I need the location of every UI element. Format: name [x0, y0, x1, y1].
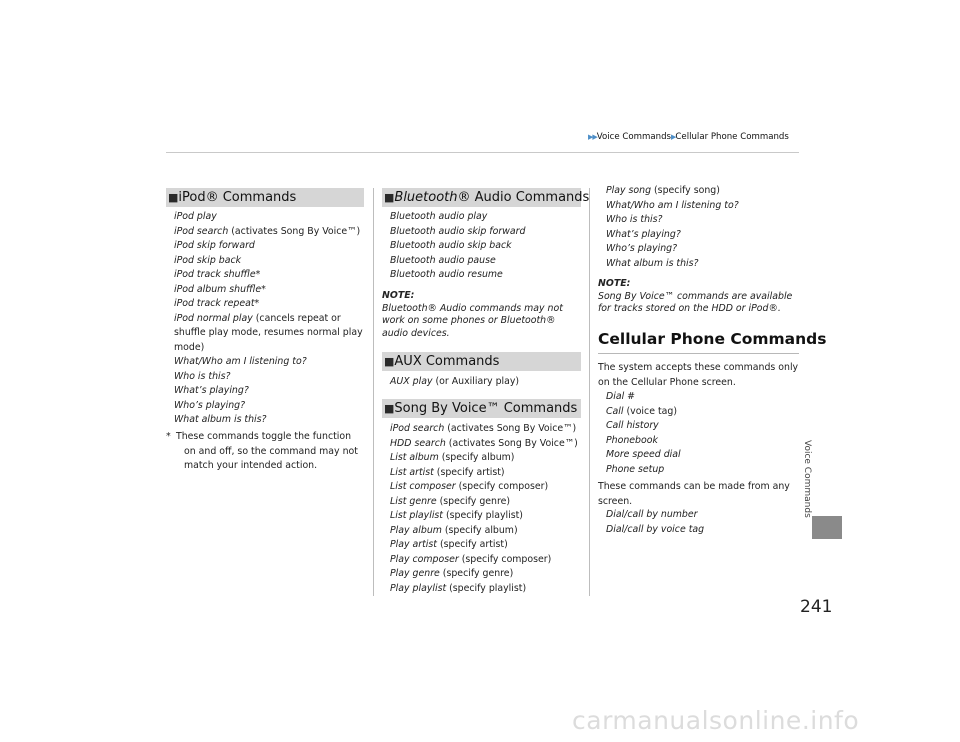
list-item: iPod skip forward [174, 240, 255, 251]
column-divider [589, 188, 590, 596]
note-line: work on some phones or Bluetooth® [382, 315, 556, 326]
note-line: audio devices. [382, 327, 450, 339]
list-item: Bluetooth audio skip forward [390, 225, 526, 237]
list-item: iPod track repeat* [174, 298, 260, 309]
list-item: What album is this? [174, 414, 267, 425]
header-rule [166, 152, 799, 153]
breadcrumb [588, 132, 789, 142]
header-bullet-icon: ■ [384, 402, 395, 415]
bluetooth-header-rest: ® Audio Commands [457, 190, 590, 205]
footnote-line: match your intended action. [184, 460, 318, 471]
songbyvoice-command-list-continued [606, 184, 739, 271]
songbyvoice-note [598, 278, 792, 316]
list-item: Bluetooth audio resume [390, 269, 503, 280]
list-item: mode) [174, 341, 205, 353]
aux-header-text: AUX Commands [394, 354, 500, 369]
list-item: What/Who am I listening to? [174, 356, 307, 367]
list-item: iPod track shuffle* [174, 269, 261, 280]
breadcrumb-level2: Cellular Phone Commands [675, 132, 789, 142]
list-item: Dial/call by number [606, 509, 698, 520]
cellular-intro [598, 361, 798, 390]
side-section-label: Voice Commands [802, 440, 812, 518]
paragraph-line: screen. [598, 495, 633, 507]
bluetooth-commands-header [382, 188, 590, 207]
list-item: iPod album shuffle* [174, 283, 266, 295]
aux-commands-header [382, 352, 581, 371]
header-bullet-icon: ■ [384, 355, 395, 368]
page-number: 241 [800, 597, 833, 617]
list-item: iPod skip back [174, 254, 242, 266]
bluetooth-header-italic: Bluetooth [394, 190, 458, 205]
ipod-commands-header [166, 188, 364, 207]
note-title: NOTE: [598, 278, 631, 289]
list-item: Play genre (specify genre) [390, 568, 514, 579]
list-item: Play album (specify album) [390, 524, 518, 536]
list-item: Who’s playing? [174, 399, 246, 411]
paragraph-line: These commands can be made from any [598, 481, 790, 492]
note-line: for tracks stored on the HDD or iPod®. [598, 303, 781, 314]
songbyvoice-header-text: Song By Voice™ Commands [394, 401, 578, 416]
list-item: List album (specify album) [390, 452, 515, 463]
list-item: What’s playing? [174, 385, 249, 396]
list-item: What’s playing? [606, 228, 681, 240]
list-item: List genre (specify genre) [390, 495, 511, 507]
bluetooth-note [382, 290, 563, 340]
section-title: Cellular Phone Commands [598, 330, 827, 348]
list-item: Who’s playing? [606, 243, 678, 254]
footnote-line: These commands toggle the function [176, 431, 352, 442]
ipod-header-text: iPod® Commands [178, 190, 297, 205]
footnote-mark: * [166, 431, 171, 442]
list-item: Play playlist (specify playlist) [390, 582, 527, 594]
cellular-command-list [606, 390, 681, 477]
column-divider [373, 188, 374, 596]
list-item: Phone setup [606, 463, 665, 475]
breadcrumb-arrow-icon: ▶ [671, 133, 676, 141]
list-item: Phonebook [606, 434, 658, 446]
list-item: HDD search (activates Song By Voice™) [390, 437, 578, 449]
list-item: Bluetooth audio play [390, 211, 488, 222]
note-line: Bluetooth® Audio commands may not [382, 302, 563, 314]
list-item: Bluetooth audio pause [390, 254, 496, 266]
list-item: Dial # [606, 391, 636, 402]
list-item: List composer (specify composer) [390, 481, 549, 492]
cellular-anyscreen-list [606, 508, 704, 537]
list-item: iPod normal play (cancels repeat or [174, 312, 341, 324]
breadcrumb-level1: Voice Commands [596, 132, 672, 142]
list-item: AUX play (or Auxiliary play) [390, 376, 520, 387]
list-item: iPod play [174, 211, 217, 222]
list-item: List artist (specify artist) [390, 466, 505, 478]
songbyvoice-commands-header [382, 399, 581, 418]
watermark: carmanualsonline.info [572, 706, 860, 735]
list-item: List playlist (specify playlist) [390, 510, 523, 521]
aux-command-list [390, 375, 519, 390]
list-item: What album is this? [606, 257, 699, 269]
breadcrumb-arrow-icon: ▶▶ [588, 133, 597, 141]
list-item: Play song (specify song) [606, 185, 720, 196]
list-item: More speed dial [606, 449, 681, 460]
paragraph-line: on the Cellular Phone screen. [598, 376, 736, 388]
list-item: iPod search (activates Song By Voice™) [390, 423, 577, 434]
note-line: Song By Voice™ commands are available [598, 290, 793, 302]
list-item: iPod search (activates Song By Voice™) [174, 225, 361, 237]
list-item: Who is this? [606, 214, 663, 225]
list-item: What/Who am I listening to? [606, 199, 739, 211]
ipod-command-list [174, 210, 363, 428]
cellular-outro [598, 480, 790, 509]
header-bullet-icon: ■ [168, 191, 179, 204]
list-item: Dial/call by voice tag [606, 523, 705, 535]
list-item: Who is this? [174, 370, 231, 382]
header-bullet-icon: ■ [384, 191, 395, 204]
list-item: shuffle play mode, resumes normal play [174, 327, 363, 338]
list-item: Bluetooth audio skip back [390, 240, 512, 251]
songbyvoice-command-list [390, 422, 578, 596]
section-title-rule [598, 353, 799, 354]
footnote [166, 430, 358, 474]
list-item: Play composer (specify composer) [390, 553, 552, 565]
paragraph-line: The system accepts these commands only [598, 362, 799, 373]
note-title: NOTE: [382, 290, 415, 301]
footnote-line: on and off, so the command may not [184, 445, 358, 457]
list-item: Call (voice tag) [606, 405, 677, 417]
bluetooth-command-list [390, 210, 525, 283]
list-item: Call history [606, 420, 659, 431]
side-section-tab [812, 516, 842, 539]
list-item: Play artist (specify artist) [390, 539, 508, 550]
